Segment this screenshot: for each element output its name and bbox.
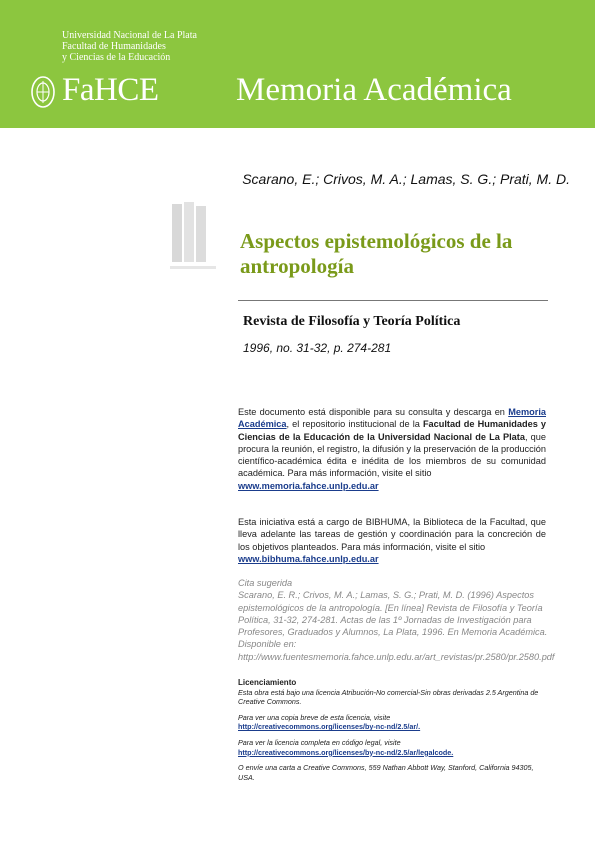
publication-info: 1996, no. 31-32, p. 274-281 xyxy=(243,341,392,355)
citation-text: Scarano, E. R.; Crivos, M. A.; Lamas, S. G.; Prati, M. D. (1996) Aspectos epistemológicos de la antropología. [En línea] Revista de Filosofía y Teoría Política, 31-32, 274-281. Actas de las 1º Jornadas de Investigación para Profesores, Graduados y Alumnos, La Plata, 1996. En Memoria Académica. Disponible en: http://www.fuentesmemoria.fahce.unlp.edu.ar/art_revistas/pr.2580/pr.2580.pdf xyxy=(238,590,555,662)
journal-name: Revista de Filosofía y Teoría Política xyxy=(243,314,461,329)
books-logo-icon xyxy=(168,200,224,275)
bibhuma-site-link[interactable]: www.bibhuma.fahce.unlp.edu.ar xyxy=(238,553,379,564)
license-full-label: Para ver la licencia completa en código legal, visite xyxy=(238,737,401,747)
availability-intro: Este documento está disponible para su consulta y descarga en xyxy=(238,407,505,417)
availability-paragraph xyxy=(238,406,546,492)
citation-label: Cita sugerida xyxy=(238,578,293,588)
university-seal-icon xyxy=(30,75,56,109)
suggested-citation xyxy=(238,577,555,663)
authors: Scarano, E.; Crivos, M. A.; Lamas, S. G.; Prati, M. D. xyxy=(242,171,570,187)
license-mail-address: O envíe una carta a Creative Commons, 559 Nathan Abbott Way, Stanford, California 94305, USA. xyxy=(238,763,534,782)
fahce-logo[interactable]: FaHCE xyxy=(62,72,159,108)
license-section xyxy=(238,678,548,782)
memoria-site-link[interactable]: www.memoria.fahce.unlp.edu.ar xyxy=(238,480,379,491)
bibhuma-text: Esta iniciativa está a cargo de BIBHUMA, la Biblioteca de la Facultad, que lleva adelante las tareas de gestión y coordinación para la concreción de los objetivos planteados. Para más información, visite el sitio xyxy=(238,517,546,552)
institution-name: Facultad de Humanidades y Ciencias de la Educación de la Universidad Nacional de La Plata xyxy=(238,419,546,442)
availability-middle: , el repositorio institucional de la xyxy=(286,419,420,430)
memoria-academica-link[interactable]: Memoria Académica xyxy=(238,407,546,430)
license-heading: Licenciamiento xyxy=(238,678,297,687)
faculty-line: Facultad de Humanidades xyxy=(62,41,166,52)
faculty-line-2: y Ciencias de la Educación xyxy=(62,52,171,63)
repository-title[interactable]: Memoria Académica xyxy=(236,72,512,108)
license-copy-label: Para ver una copia breve de esta licencia, visite xyxy=(238,712,391,722)
license-text: Esta obra está bajo una licencia Atribución-No comercial-Sin obras derivadas 2.5 Argentina de Creative Commons. xyxy=(238,687,539,707)
university-name xyxy=(62,30,197,63)
header-banner xyxy=(0,0,595,128)
license-copy-link[interactable]: http://creativecommons.org/licenses/by-nc-nd/2.5/ar/. xyxy=(238,722,421,732)
availability-rest: , que procura la reunión, el registro, la difusión y la preservación de la producción científico-académica édita e inédita de los miembros de su comunidad académica. Para más información, visite el sitio xyxy=(238,431,546,479)
document-title: Aspectos epistemológicos de la antropología xyxy=(240,229,513,278)
divider xyxy=(238,300,548,301)
license-full-link[interactable]: http://creativecommons.org/licenses/by-nc-nd/2.5/ar/legalcode. xyxy=(238,747,454,757)
bibhuma-paragraph xyxy=(238,516,546,565)
university-line: Universidad Nacional de La Plata xyxy=(62,30,197,41)
